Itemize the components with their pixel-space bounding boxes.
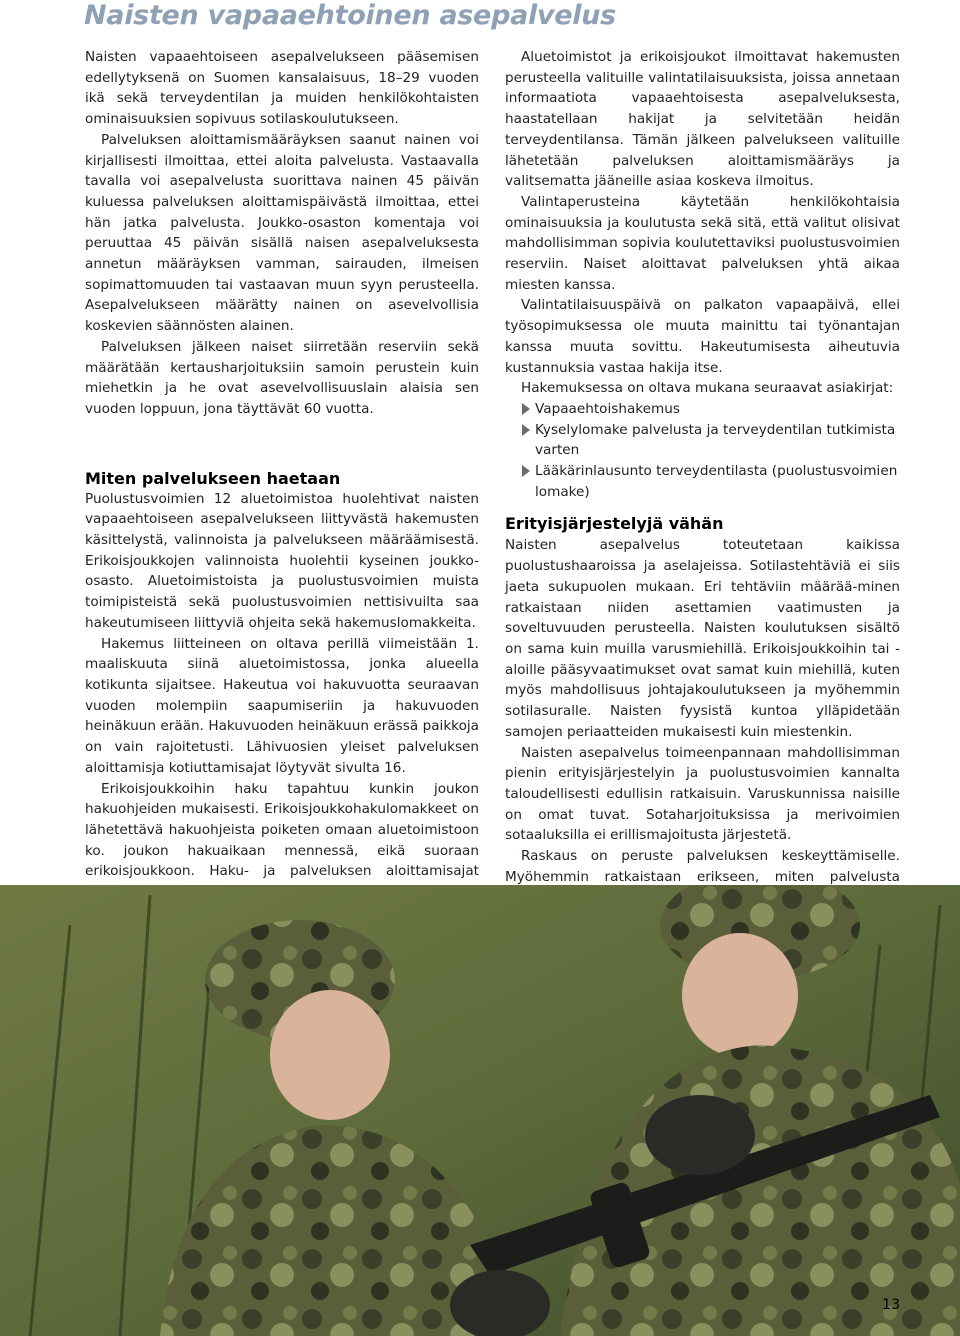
required-documents-list (505, 399, 900, 503)
body-paragraph: Aluetoimistot ja erikoisjoukot ilmoittavat hakemusten perusteella valituille valintatilaisuuksista, joissa annetaan informaatiota vapaaehtoisesta asepalveluksesta, haastatellaan hakijat ja selvitetään heidän terveydentilansa. Tämän jälkeen palvelukseen valituille lähetetään palveluksen aloittamismääräys ja valitsematta jääneille asiaa koskeva ilmoitus. (505, 49, 900, 190)
list-item (505, 461, 900, 502)
body-paragraph: Puolustusvoimien 12 aluetoimistoa huolehtivat naisten vapaaehtoiseen asepalvelukseen liittyvästä hakemusten käsittelystä, valinnoista ja palvelukseen määräämisestä. Erikoisjoukkojen valinnoista huolehtii kyseinen joukko-osasto. Aluetoimistoista ja puolustusvoimien muista toimipisteistä sekä puolustusvoimien nettisivuilta saa hakeutumiseen liittyviä ohjeita sekä hakemuslomakkeita. (85, 490, 479, 631)
list-item (505, 420, 900, 461)
list-item-label: Kyselylomake palvelusta ja terveydentilan tutkimista varten (535, 421, 896, 459)
body-paragraph: Hakemus liitteineen on oltava perillä viimeistään 1. maaliskuuta siinä aluetoimistossa, jonka alueella kotikunta sijaitsee. Hakeutua voi hakuvuotta seuraavan vuoden molempiin saapumiseriin ja hakuvuoden heinäkuun erään. Hakuvuoden heinäkuun erässä paikkoja on vain rajoitetusti. Lähivuosien yleiset palveluksen aloittamisja kotiuttamisajat löytyvät sivulta 16. (85, 635, 479, 776)
page-title: Naisten vapaaehtoinen asepalvelus (84, 0, 616, 31)
soldiers-photo (0, 885, 960, 1336)
body-paragraph: Naisten asepalvelus toimeenpannaan mahdollisimman pienin erityisjärjestelyin ja puolustusvoimien kannalta taloudellisesti edullisin ratkaisuin. Varuskunnissa naisille on omat tuvat. Sotaharjoituksissa ja merivoimien sotaaluksilla ei erillismajoitusta järjestetä. (505, 744, 900, 844)
bullet-triangle-icon (522, 465, 530, 477)
left-column (85, 47, 479, 923)
body-paragraph: Hakemuksessa on oltava mukana seuraavat asiakirjat: (521, 380, 894, 397)
body-paragraph: Raskaus on peruste palveluksen keskeyttämiselle. Myöhemmin ratkaistaan erikseen, miten palvelusta (505, 848, 900, 885)
right-column (505, 47, 900, 908)
intro-paragraph: Palveluksen aloittamismääräyksen saanut nainen voi kirjallisesti ilmoittaa, ettei aloita palvelusta. Vastaavalla tavalla voi asepalvelusta suorittava nainen 45 päivän kuluessa palveluksen aloittamispäivästä ilmoittaa, ettei hän jatka palvelusta. Joukko-osaston komentaja voi peruuttaa 45 päivän sisällä naisen asepalveluksesta annetun määräyksen vamman, sairauden, ilmeisen sopimattomuuden tai vastaavan muun syyn perusteella. Asepalvelukseen määrätty nainen on asevelvollisia koskevien säännösten alainen. (85, 131, 479, 335)
section-heading-erityisjarjestelyt: Erityisjärjestelyjä vähän (505, 514, 724, 534)
list-item (505, 399, 900, 420)
body-paragraph: Valintaperusteina käytetään henkilökohtaisia ominaisuuksia ja koulutusta sekä sitä, että valitut olisivat mahdollisimman sopivia koulutettaviksi puolustusvoimien reserviin. Naiset aloittavat palveluksen yhtä aikaa miesten kanssa. (505, 193, 900, 293)
list-item-label: Lääkärinlausunto terveydentilasta (puolustusvoimien lomake) (535, 463, 898, 500)
intro-paragraph: Palveluksen jälkeen naiset siirretään reserviin sekä määrätään kertausharjoituksiin samoin perustein kuin miehetkin ja he ovat asevelvollisuuslain alaisia sen vuoden loppuun, jona täyttävät 60 vuotta. (85, 338, 479, 417)
bullet-triangle-icon (522, 424, 530, 436)
body-paragraph: Valintatilaisuuspäivä on palkaton vapaapäivä, ellei työsopimuksessa ole muuta mainittu tai työnantajan kanssa muuta sovittu. Hakeutumisesta aiheutuvia kustannuksia vastaa hakija itse. (505, 297, 900, 376)
intro-paragraph: Naisten vapaaehtoiseen asepalvelukseen pääsemisen edellytyksenä on Suomen kansalaisuus, 18–29 vuoden ikä sekä terveydentilan ja muiden henkilökohtaisten ominaisuuksien sopivuus sotilaskoulutukseen. (85, 49, 479, 128)
soldiers-photo-illustration (0, 885, 960, 1336)
section-heading-haku: Miten palvelukseen haetaan (85, 468, 341, 488)
body-paragraph: Naisten asepalvelus toteutetaan kaikissa puolustushaaroissa ja aselajeissa. Sotilastehtäviä ei siis jaeta sukupuolen mukaan. Eri tehtäviin määrää-minen ratkaistaan niiden asettamien vaatimusten ja soveltuvuuden perusteella. Naisten koulutuksen sisältö on sama kuin muilla varusmiehillä. Erikoisjoukkoihin tai -aloille pääsyvaatimukset ovat samat kuin miehillä, kuten myös mahdollisuus johtajakoulutukseen ja myöhemmin sotilasuralle. Naisten fyysistä kuntoa ylläpidetään samojen periaatteiden mukaisesti kuin miestenkin. (505, 537, 900, 740)
list-item-label: Vapaaehtoishakemus (535, 400, 680, 417)
bullet-triangle-icon (522, 403, 530, 415)
body-paragraph: Erikoisjoukkoihin haku tapahtuu kunkin joukon hakuohjeiden mukaisesti. Erikoisjoukkohakulomakkeet on lähetettävä hakuohjeista poiketen omaan aluetoimistoon ko. joukon hakuaikaan mennessä, eikä suoraan erikoisjoukkoon. Haku- ja palveluksen aloittamisajat (85, 780, 479, 880)
page-number: 13 (882, 1297, 900, 1313)
